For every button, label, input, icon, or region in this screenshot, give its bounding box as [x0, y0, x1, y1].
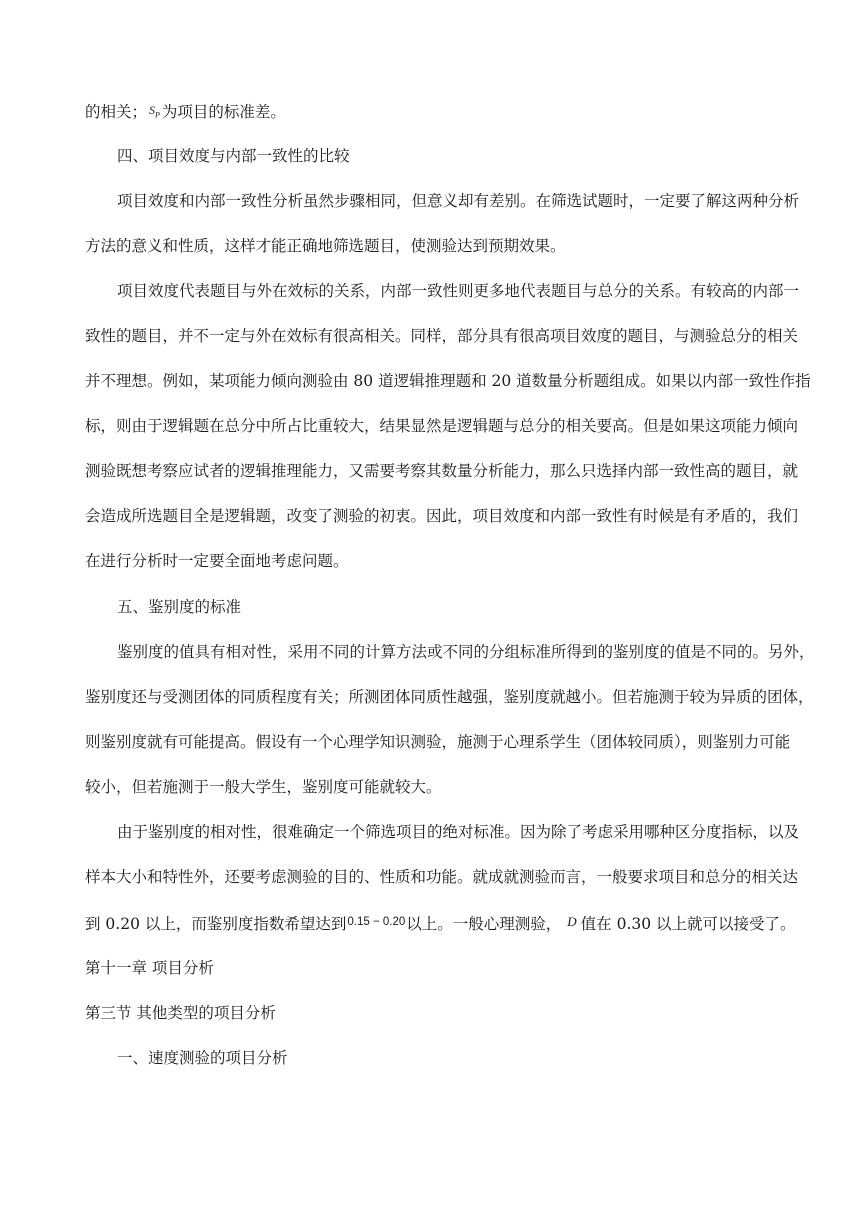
section-heading: 第三节 其他类型的项目分析	[85, 1004, 276, 1022]
formula-sp: $S_P$	[149, 103, 160, 120]
formula-range: 0.15 − 0.20	[347, 916, 406, 928]
paragraph-line: 鉴别度的值具有相对性，采用不同的计算方法或不同的分组标准所得到的鉴别度的值是不同的。另外，	[117, 643, 815, 661]
paragraph-line: 鉴别度还与受测团体的同质程度有关；所测团体同质性越强，鉴别度就越小。但若施测于较为异质的团体，	[85, 688, 814, 706]
text-fragment: 值在 0.30 以上就可以接受了。	[580, 915, 796, 933]
paragraph-line: 致性的题目，并不一定与外在效标有很高相关。同样，部分具有很高项目效度的题目，与测验总分的相关	[85, 327, 799, 345]
paragraph-line: 则鉴别度就有可能提高。假设有一个心理学知识测验，施测于心理系学生（团体较同质），则鉴别力可能	[85, 733, 791, 751]
text-fragment: 以上。一般心理测验，	[406, 915, 562, 933]
section-heading: 五、鉴别度的标准	[117, 598, 242, 616]
paragraph-line: 方法的意义和性质，这样才能正确地筛选题目，使测验达到预期效果。	[85, 237, 566, 255]
paragraph-line: 在进行分析时一定要全面地考虑问题。	[85, 552, 349, 570]
text-fragment: 到 0.20 以上，而鉴别度指数希望达到	[85, 915, 347, 933]
paragraph-line: 样本大小和特性外，还要考虑测验的目的、性质和功能。就成就测验而言，一般要求项目和总分的相关达	[85, 868, 799, 886]
chapter-heading: 第十一章 项目分析	[85, 959, 214, 977]
paragraph-line: 测验既想考察应试者的逻辑推理能力，又需要考察其数量分析能力，那么只选择内部一致性高的题目，就	[85, 462, 799, 480]
paragraph-line: 会造成所选题目全是逻辑题，改变了测验的初衷。因此，项目效度和内部一致性有时候是有矛盾的，我们	[85, 507, 799, 525]
paragraph-line: 由于鉴别度的相对性，很难确定一个筛选项目的绝对标准。因为除了考虑采用哪种区分度指标，以及	[117, 823, 800, 841]
paragraph-line: 并不理想。例如，某项能力倾向测验由 80 道逻辑推理题和 20 道数量分析题组成。如果以内部一致性作指	[85, 372, 811, 390]
subsection-heading: 一、速度测验的项目分析	[117, 1049, 288, 1067]
text-fragment: 的相关；	[85, 103, 148, 121]
paragraph-line: 较小，但若施测于一般大学生，鉴别度可能就较大。	[85, 778, 442, 796]
paragraph-line	[85, 100, 286, 125]
text-fragment: 为项目的标准差。	[161, 103, 286, 121]
formula-d: D	[567, 914, 577, 929]
paragraph-line: 标，则由于逻辑题在总分中所占比重较大，结果显然是逻辑题与总分的相关要高。但是如果这项能力倾向	[85, 417, 799, 435]
section-heading: 四、项目效度与内部一致性的比较	[117, 147, 350, 165]
paragraph-line	[85, 912, 796, 934]
paragraph-line: 项目效度代表题目与外在效标的关系，内部一致性则更多地代表题目与总分的关系。有较高的内部一	[117, 282, 800, 300]
paragraph-line: 项目效度和内部一致性分析虽然步骤相同，但意义却有差别。在筛选试题时，一定要了解这两种分析	[117, 192, 800, 210]
